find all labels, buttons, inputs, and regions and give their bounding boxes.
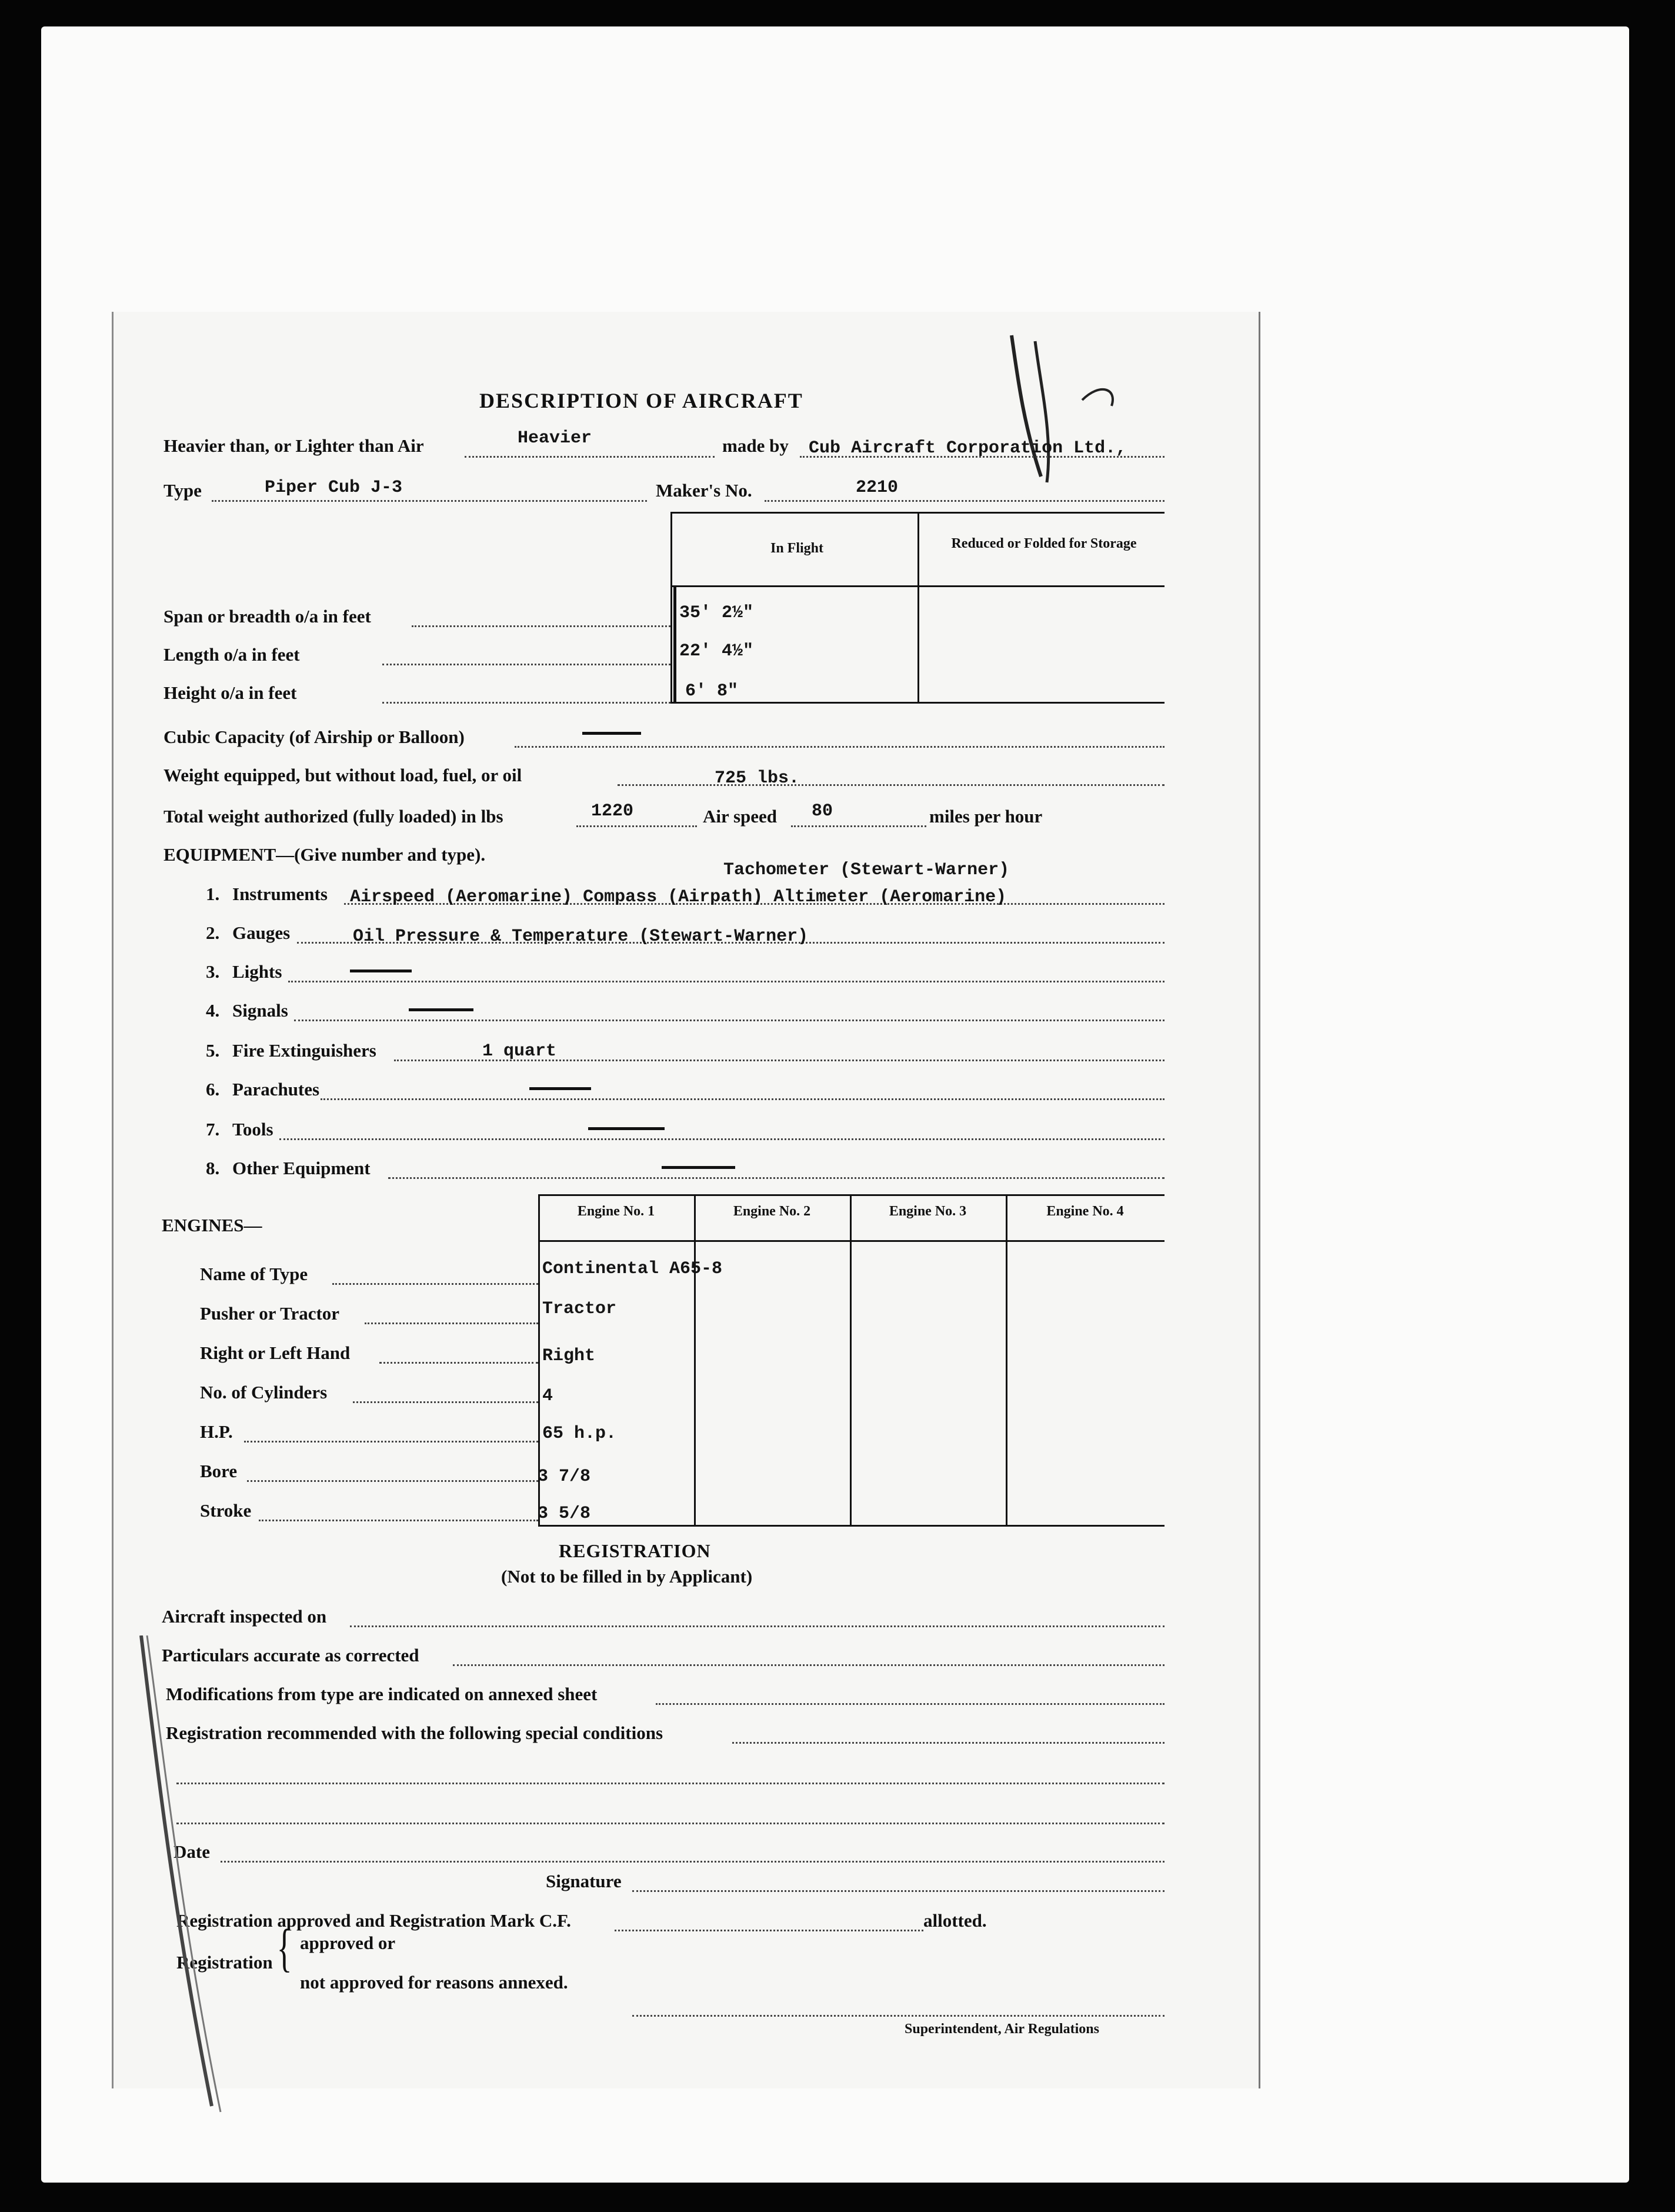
eq-7-label: Tools bbox=[232, 1119, 273, 1140]
heavier-label: Heavier than, or Lighter than Air bbox=[164, 435, 424, 456]
length-value: 22' 4½" bbox=[679, 641, 754, 661]
made-by-label: made by bbox=[722, 435, 789, 456]
engine-row-bore-value: 3 7/8 bbox=[538, 1467, 591, 1487]
engine-row-bore-label: Bore bbox=[200, 1461, 238, 1481]
engine-col-3: Engine No. 3 bbox=[889, 1204, 967, 1219]
engine-row-hand-value: Right bbox=[542, 1346, 596, 1366]
type-value: Piper Cub J-3 bbox=[265, 478, 403, 498]
total-weight-label: Total weight authorized (fully loaded) in lbs bbox=[164, 806, 503, 827]
paper-crease-mark bbox=[135, 1635, 223, 2118]
makers-no-label: Maker's No. bbox=[656, 480, 752, 501]
superintendent-label: Superintendent, Air Regulations bbox=[905, 2021, 1099, 2037]
eq-8-num: 8. bbox=[206, 1158, 220, 1178]
approved-or-label: approved or bbox=[300, 1933, 396, 1953]
eq-3-num: 3. bbox=[206, 961, 220, 982]
engine-row-cyl-value: 4 bbox=[542, 1386, 553, 1406]
eq-3-label: Lights bbox=[232, 961, 282, 982]
eq-1-num: 1. bbox=[206, 884, 220, 904]
eq-5-value: 1 quart bbox=[482, 1041, 557, 1061]
registration-subheading: (Not to be filled in by Applicant) bbox=[501, 1566, 753, 1587]
height-label: Height o/a in feet bbox=[164, 682, 297, 703]
eq-1-label: Instruments bbox=[232, 884, 328, 904]
type-label: Type bbox=[164, 480, 202, 501]
eq-7-num: 7. bbox=[206, 1119, 220, 1140]
col-folded: Reduced or Folded for Storage bbox=[951, 536, 1137, 551]
made-by-value: Cub Aircraft Corporation Ltd., bbox=[809, 438, 1127, 458]
eq-2-value: Oil Pressure & Temperature (Stewart-Warner) bbox=[353, 927, 809, 947]
eq-5-label: Fire Extinguishers bbox=[232, 1040, 376, 1061]
eq-8-label: Other Equipment bbox=[232, 1158, 371, 1178]
registration-heading: REGISTRATION bbox=[559, 1540, 711, 1561]
engine-row-stroke-value: 3 5/8 bbox=[538, 1504, 591, 1524]
eq-5-num: 5. bbox=[206, 1040, 220, 1061]
allotted-label: allotted. bbox=[923, 1910, 987, 1931]
weight-value: 725 lbs. bbox=[715, 768, 800, 788]
equipment-heading: EQUIPMENT—(Give number and type). bbox=[164, 844, 486, 865]
engine-row-hp-value: 65 h.p. bbox=[542, 1424, 617, 1444]
not-approved-label: not approved for reasons annexed. bbox=[300, 1972, 568, 1993]
engine-row-hp-label: H.P. bbox=[200, 1421, 233, 1442]
approved-line-label: Registration approved and Registration Mark C.F. bbox=[176, 1910, 571, 1931]
inspected-label: Aircraft inspected on bbox=[162, 1606, 327, 1627]
total-weight-value: 1220 bbox=[591, 801, 634, 821]
span-label: Span or breadth o/a in feet bbox=[164, 606, 371, 627]
engine-row-type-value: Continental A65-8 bbox=[542, 1259, 723, 1279]
engine-row-type-label: Name of Type bbox=[200, 1264, 308, 1284]
eq-6-label: Parachutes bbox=[232, 1079, 320, 1100]
makers-no-value: 2210 bbox=[856, 478, 899, 498]
eq-4-label: Signals bbox=[232, 1000, 288, 1021]
instruments-extra: Tachometer (Stewart-Warner) bbox=[723, 860, 1010, 880]
registration-word: Registration bbox=[176, 1952, 273, 1973]
engine-col-1: Engine No. 1 bbox=[577, 1204, 655, 1219]
length-label: Length o/a in feet bbox=[164, 644, 300, 665]
span-value: 35' 2½" bbox=[679, 603, 754, 623]
mph-label: miles per hour bbox=[929, 806, 1043, 827]
cubic-label: Cubic Capacity (of Airship or Balloon) bbox=[164, 727, 465, 747]
heavier-value: Heavier bbox=[518, 428, 592, 448]
eq-2-num: 2. bbox=[206, 922, 220, 943]
eq-1-value: Airspeed (Aeromarine) Compass (Airpath) Altimeter (Aeromarine) bbox=[350, 887, 1007, 907]
recommended-label: Registration recommended with the following special conditions bbox=[166, 1723, 663, 1743]
col-in-flight: In Flight bbox=[770, 541, 824, 556]
airspeed-label: Air speed bbox=[703, 806, 778, 827]
engine-row-pusher-value: Tractor bbox=[542, 1299, 617, 1319]
brace-icon: { bbox=[276, 1919, 292, 1977]
signature-label: Signature bbox=[546, 1871, 622, 1891]
engines-heading: ENGINES— bbox=[162, 1215, 262, 1235]
engine-col-2: Engine No. 2 bbox=[733, 1204, 811, 1219]
weight-label: Weight equipped, but without load, fuel, or oil bbox=[164, 765, 522, 785]
engine-row-pusher-label: Pusher or Tractor bbox=[200, 1303, 340, 1324]
airspeed-value: 80 bbox=[812, 801, 833, 821]
eq-2-label: Gauges bbox=[232, 922, 291, 943]
handwritten-check-mark bbox=[1000, 329, 1141, 494]
engine-row-hand-label: Right or Left Hand bbox=[200, 1342, 351, 1363]
engine-row-cyl-label: No. of Cylinders bbox=[200, 1382, 328, 1403]
height-value: 6' 8" bbox=[685, 681, 739, 701]
eq-4-num: 4. bbox=[206, 1000, 220, 1021]
date-label: Date bbox=[173, 1841, 210, 1862]
engine-col-4: Engine No. 4 bbox=[1046, 1204, 1124, 1219]
modifications-label: Modifications from type are indicated on annexed sheet bbox=[166, 1684, 598, 1704]
eq-6-num: 6. bbox=[206, 1079, 220, 1100]
form-title: DESCRIPTION OF AIRCRAFT bbox=[479, 389, 803, 412]
particulars-label: Particulars accurate as corrected bbox=[162, 1645, 419, 1665]
form-page bbox=[112, 312, 1260, 2088]
engine-row-stroke-label: Stroke bbox=[200, 1500, 252, 1521]
